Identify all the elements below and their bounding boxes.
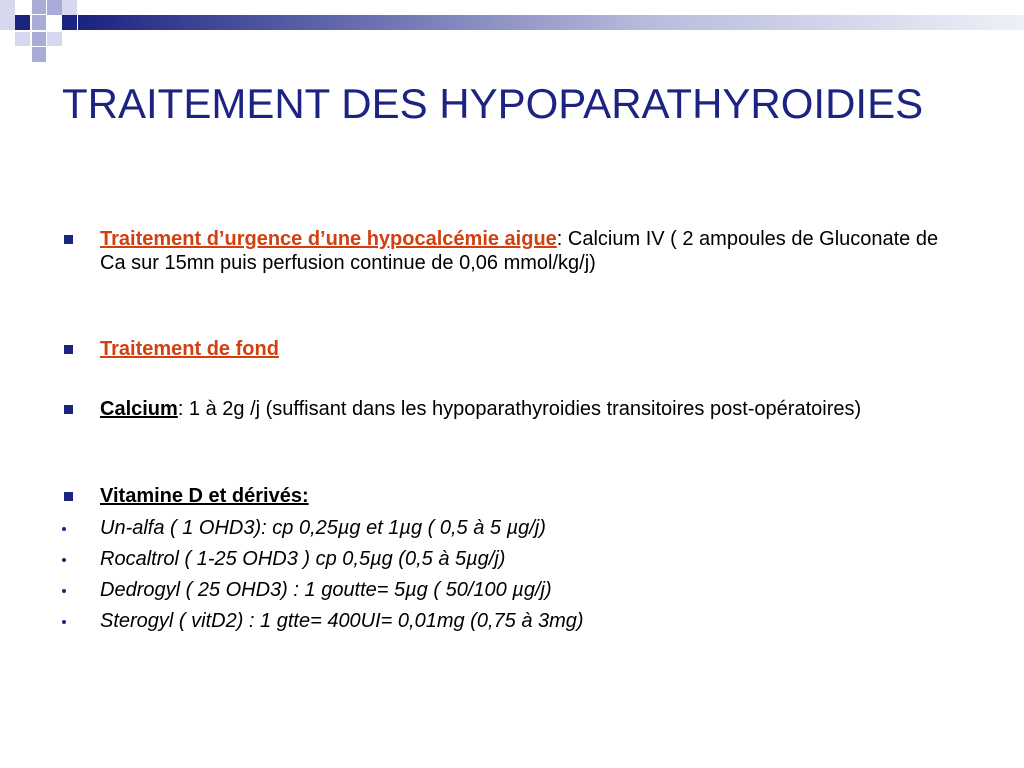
decor-square (32, 15, 46, 30)
dot-bullet-icon (62, 527, 66, 531)
decor-square (32, 47, 46, 62)
list-item (100, 397, 960, 421)
item-text: : Calcium IV ( 2 ampoules de Gluconate de Ca sur 15mn puis perfusion continue de 0,06 mmol/kg/j) (100, 228, 939, 274)
decor-square (15, 32, 30, 46)
slide-title: TRAITEMENT DES HYPOPARATHYROIDIES (62, 80, 924, 127)
decor-square (62, 0, 77, 15)
decor-square (62, 15, 77, 30)
square-bullet-icon (64, 235, 73, 244)
sub-list-item: Un-alfa ( 1 OHD3): cp 0,25µg et 1µg ( 0,5 à 5 µg/j) (100, 517, 546, 539)
list-item (100, 227, 960, 275)
decor-square (15, 15, 30, 30)
dot-bullet-icon (62, 620, 66, 624)
sub-list-item: Rocaltrol ( 1-25 OHD3 ) cp 0,5µg (0,5 à 5µg/j) (100, 548, 506, 570)
sub-list-item: Sterogyl ( vitD2) : 1 gtte= 400UI= 0,01mg (0,75 à 3mg) (100, 610, 584, 632)
decor-square (0, 0, 15, 15)
decor-square (47, 0, 62, 15)
decor-square (32, 32, 46, 46)
header-gradient-bar (78, 15, 1024, 30)
item-heading: Calcium (100, 398, 178, 420)
item-heading: Traitement de fond (100, 338, 279, 360)
square-bullet-icon (64, 492, 73, 501)
item-heading: Vitamine D et dérivés: (100, 485, 309, 507)
decor-square (0, 15, 15, 30)
dot-bullet-icon (62, 589, 66, 593)
list-item (100, 484, 960, 508)
dot-bullet-icon (62, 558, 66, 562)
decor-square (32, 0, 46, 14)
item-text: : 1 à 2g /j (suffisant dans les hypoparathyroidies transitoires post-opératoires) (177, 398, 862, 420)
square-bullet-icon (64, 345, 73, 354)
list-item (100, 337, 960, 361)
square-bullet-icon (64, 405, 73, 414)
item-heading: Traitement d’urgence d’une hypocalcémie aigue (100, 228, 557, 250)
decor-square (47, 32, 62, 46)
sub-list-item: Dedrogyl ( 25 OHD3) : 1 goutte= 5µg ( 50/100 µg/j) (100, 579, 552, 601)
